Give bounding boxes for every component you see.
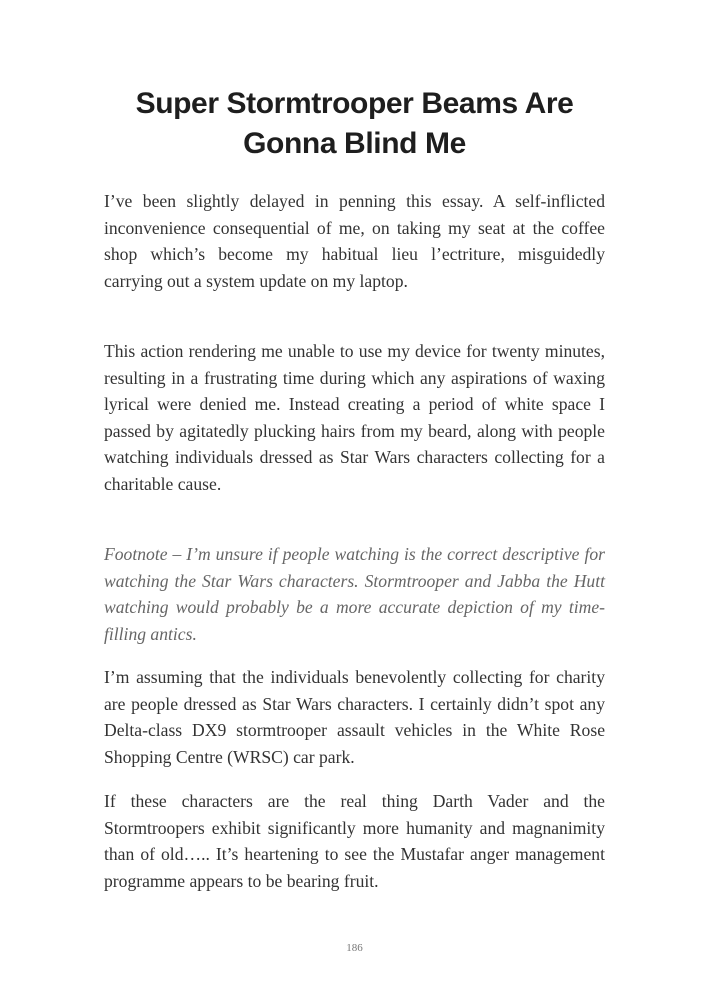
paragraph-text: I’m assuming that the individuals benevolently collecting for charity are people dressed as Star Wars characters. I certainly didn’t spot any Delta-class DX9 stormtrooper assault vehicles in the White Rose Shopping Centre (WRSC) car park. (104, 667, 605, 767)
paragraph-5 (104, 788, 605, 894)
paragraph-text: If these characters are the real thing Darth Vader and the Stormtroopers exhibit significantly more humanity and magnanimity than of old….. It’s heartening to see the Mustafar anger management programme appears to be bearing fruit. (104, 791, 605, 891)
paragraph-text: I’ve been slightly delayed in penning this essay. A self-inflicted inconvenience consequential of me, on taking my seat at the coffee shop which’s become my habitual lieu l’ectriture, misguidedly carrying out a system update on my laptop. (104, 191, 605, 291)
footnote-paragraph (104, 541, 605, 647)
paragraph-4 (104, 664, 605, 770)
page-number: 186 (346, 942, 363, 954)
footnote-text: Footnote – I’m unsure if people watching is the correct descriptive for watching the Star Wars characters. Stormtrooper and Jabba the Hutt watching would probably be a more accurate depiction of my time-filling antics. (104, 544, 605, 644)
paragraph-1 (104, 188, 605, 294)
essay-title: Super Stormtrooper Beams Are Gonna Blind Me (135, 87, 574, 160)
paragraph-2 (104, 338, 605, 498)
paragraph-text: This action rendering me unable to use my device for twenty minutes, resulting in a frustrating time during which any aspirations of waxing lyrical were denied me. Instead creating a period of white space I passed by agitatedly plucking hairs from my beard, along with people watching individuals dressed as Star Wars characters collecting for a charitable cause. (104, 341, 605, 494)
